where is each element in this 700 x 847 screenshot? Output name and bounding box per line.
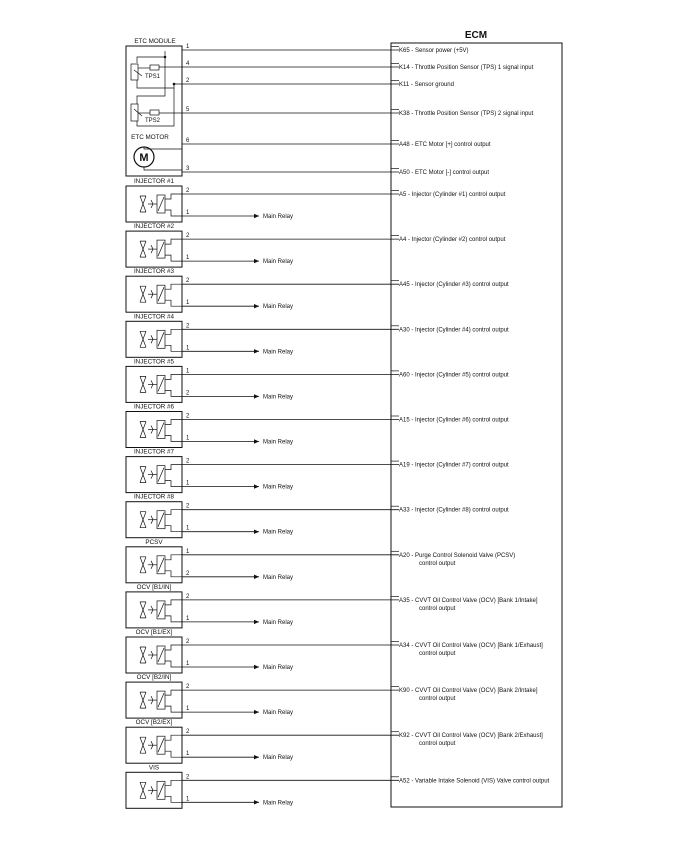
etc-motor-title: ETC MOTOR xyxy=(131,134,169,141)
actuator-title: INJECTOR #8 xyxy=(133,493,175,501)
bottom-pin: 1 xyxy=(186,706,190,713)
actuator-title: INJECTOR #5 xyxy=(133,358,175,366)
actuator-title: OCV [B2/IN] xyxy=(136,674,172,682)
ecm-pin-label-line2: control output xyxy=(419,560,456,567)
actuator-title: VIS xyxy=(148,764,160,772)
etc-wires xyxy=(182,44,534,176)
etc-side-pin: 3 xyxy=(186,166,190,172)
bottom-pin: 2 xyxy=(186,570,190,577)
actuator-13 xyxy=(126,719,543,763)
etc-side-pin: 6 xyxy=(186,138,190,144)
solenoid-valve-icon xyxy=(140,329,182,351)
tps2-supply-line xyxy=(137,57,165,104)
solenoid-valve-icon xyxy=(140,690,182,712)
bottom-pin: 1 xyxy=(186,255,190,262)
etc-wire-5 xyxy=(182,138,491,148)
etc-wire-4 xyxy=(182,107,534,117)
actuator-11 xyxy=(126,629,543,673)
actuator-6 xyxy=(126,404,509,448)
actuator-8 xyxy=(126,494,509,538)
ecm-pin-label: A15 - Injector (Cylinder #6) control output xyxy=(399,417,509,424)
etc-side-pin: 5 xyxy=(186,107,190,113)
main-relay-label: Main Relay xyxy=(263,529,294,536)
actuator-title: INJECTOR #2 xyxy=(133,223,175,231)
bottom-pin: 1 xyxy=(186,435,190,442)
ecm-title: ECM xyxy=(464,30,488,41)
top-pin: 2 xyxy=(186,323,190,330)
main-relay-label: Main Relay xyxy=(263,665,294,671)
main-relay-label: Main Relay xyxy=(263,574,294,581)
solenoid-valve-icon xyxy=(140,420,182,442)
ecm-pin-label: K92 - CVVT Oil Control Valve (OCV) [Bank 2/Exhaust] xyxy=(399,733,543,740)
ecm-pin-label: A5 - Injector (Cylinder #1) control output xyxy=(399,192,506,198)
actuator-9 xyxy=(126,539,515,583)
top-pin: 2 xyxy=(186,729,190,736)
bottom-pin: 1 xyxy=(186,796,190,803)
top-pin: 2 xyxy=(186,233,190,240)
ecm-pin-label: K65 - Sensor power (+5V) xyxy=(399,48,469,54)
ecm-pin-label: K38 - Throttle Position Sensor (TPS) 2 signal input xyxy=(399,111,534,117)
main-relay-label: Main Relay xyxy=(263,710,294,717)
bottom-pin: 1 xyxy=(186,345,190,352)
top-pin: 2 xyxy=(186,413,190,420)
actuator-5 xyxy=(126,358,509,402)
solenoid-valve-icon xyxy=(140,465,182,487)
ecm-pin-label: A48 - ETC Motor [+] control output xyxy=(399,142,491,148)
etc-side-pin: 4 xyxy=(186,61,190,67)
ecm-pin-label-line2: control output xyxy=(419,605,456,612)
main-relay-label: Main Relay xyxy=(263,349,294,356)
actuator-title: OCV [B1/EX] xyxy=(135,629,173,636)
ecm-pin-label: A35 - CVVT Oil Control Valve (OCV) [Bank 1/Intake] xyxy=(399,597,538,604)
actuator-title: OCV [B2/EX] xyxy=(135,719,173,727)
main-relay-label: Main Relay xyxy=(263,259,294,266)
actuator-12 xyxy=(126,674,538,718)
ecm-pin-label-line2: control output xyxy=(419,651,456,657)
solenoid-valve-icon xyxy=(140,645,182,667)
etc-wire-6 xyxy=(182,166,489,176)
ecm-pin-label: K14 - Throttle Position Sensor (TPS) 1 signal input xyxy=(399,65,534,71)
top-pin: 2 xyxy=(186,684,190,691)
etc-module-title: ETC MODULE xyxy=(134,38,176,45)
bottom-pin: 1 xyxy=(186,661,190,667)
motor-symbol: M xyxy=(139,152,149,164)
top-pin: 2 xyxy=(186,278,190,285)
actuator-14 xyxy=(126,764,550,808)
ecm-pin-label: A60 - Injector (Cylinder #5) control output xyxy=(399,372,509,379)
main-relay-label: Main Relay xyxy=(263,484,294,491)
ecm-pin-label: A20 - Purge Control Solenoid Valve (PCSV) xyxy=(399,552,516,559)
actuator-list xyxy=(126,178,550,808)
top-pin: 1 xyxy=(186,368,190,375)
actuator-title: INJECTOR #4 xyxy=(133,313,175,321)
ecm-pin-label: K11 - Sensor ground xyxy=(399,82,454,88)
ecm-pin-label: A19 - Injector (Cylinder #7) control output xyxy=(399,462,509,469)
etc-module xyxy=(126,38,182,176)
solenoid-valve-icon xyxy=(140,555,182,577)
solenoid-valve-icon xyxy=(140,780,182,802)
solenoid-valve-icon xyxy=(140,239,182,261)
ecm-pin-label: A50 - ETC Motor [-] control output xyxy=(399,170,490,176)
top-pin: 2 xyxy=(186,774,190,781)
tps1-label: TPS1 xyxy=(145,74,161,80)
top-pin: 2 xyxy=(186,188,190,194)
ecm-pin-label: A52 - Variable Intake Solenoid (VIS) Valve control output xyxy=(399,778,550,785)
actuator-1 xyxy=(126,178,506,222)
ecm-pin-label: A30 - Injector (Cylinder #4) control output xyxy=(399,327,509,334)
actuator-title: INJECTOR #1 xyxy=(133,178,175,185)
top-pin: 2 xyxy=(186,503,190,510)
bottom-pin: 1 xyxy=(186,210,190,216)
ecm-pin-label-line2: control output xyxy=(419,696,456,703)
solenoid-valve-icon xyxy=(140,600,182,622)
etc-side-pin: 2 xyxy=(186,78,190,84)
actuator-title: INJECTOR #6 xyxy=(133,403,175,411)
actuator-7 xyxy=(126,449,509,493)
ecm-pin-label: A33 - Injector (Cylinder #8) control output xyxy=(399,507,509,514)
main-relay-label: Main Relay xyxy=(263,304,294,311)
actuator-4 xyxy=(126,313,509,357)
etc-side-pin: 1 xyxy=(186,44,190,50)
ecm-pin-label: K90 - CVVT Oil Control Valve (OCV) [Bank 2/Intake] xyxy=(399,688,538,695)
solenoid-valve-icon xyxy=(140,284,182,306)
etc-wire-1 xyxy=(182,44,469,54)
main-relay-label: Main Relay xyxy=(263,800,294,807)
main-relay-label: Main Relay xyxy=(263,394,294,401)
main-relay-label: Main Relay xyxy=(263,214,294,220)
solenoid-valve-icon xyxy=(140,374,182,396)
bottom-pin: 1 xyxy=(186,480,190,487)
actuator-title: PCSV xyxy=(145,538,163,546)
bottom-pin: 2 xyxy=(186,390,190,397)
tps1-symbol xyxy=(131,64,182,80)
bottom-pin: 1 xyxy=(186,525,190,532)
actuator-title: OCV [B1/IN] xyxy=(136,583,172,591)
bottom-pin: 1 xyxy=(186,751,190,758)
tps2-label: TPS2 xyxy=(145,118,161,124)
top-pin: 2 xyxy=(186,639,190,645)
etc-wire-3 xyxy=(182,78,454,88)
main-relay-label: Main Relay xyxy=(263,755,294,762)
tps-supply-line xyxy=(137,51,165,63)
main-relay-label: Main Relay xyxy=(263,439,294,446)
motor-minus-line xyxy=(144,167,182,170)
actuator-2 xyxy=(126,223,506,267)
actuator-3 xyxy=(126,268,509,312)
ecm-pin-label: A45 - Injector (Cylinder #3) control output xyxy=(399,282,509,289)
actuator-10 xyxy=(126,584,538,628)
solenoid-valve-icon xyxy=(140,510,182,532)
ecm-pin-label-line2: control output xyxy=(419,741,456,748)
bottom-pin: 1 xyxy=(186,300,190,307)
main-relay-label: Main Relay xyxy=(263,619,294,626)
solenoid-valve-icon xyxy=(140,194,182,216)
ecm-pin-label: A34 - CVVT Oil Control Valve (OCV) [Bank 1/Exhaust] xyxy=(399,643,543,649)
actuator-title: INJECTOR #3 xyxy=(133,268,175,276)
bottom-pin: 1 xyxy=(186,615,190,622)
ecm-pin-label: A4 - Injector (Cylinder #2) control output xyxy=(399,237,506,244)
top-pin: 1 xyxy=(186,548,190,555)
etc-wire-2 xyxy=(182,61,534,71)
solenoid-valve-icon xyxy=(140,735,182,757)
top-pin: 2 xyxy=(186,593,190,600)
actuator-title: INJECTOR #7 xyxy=(133,448,175,456)
top-pin: 2 xyxy=(186,458,190,465)
